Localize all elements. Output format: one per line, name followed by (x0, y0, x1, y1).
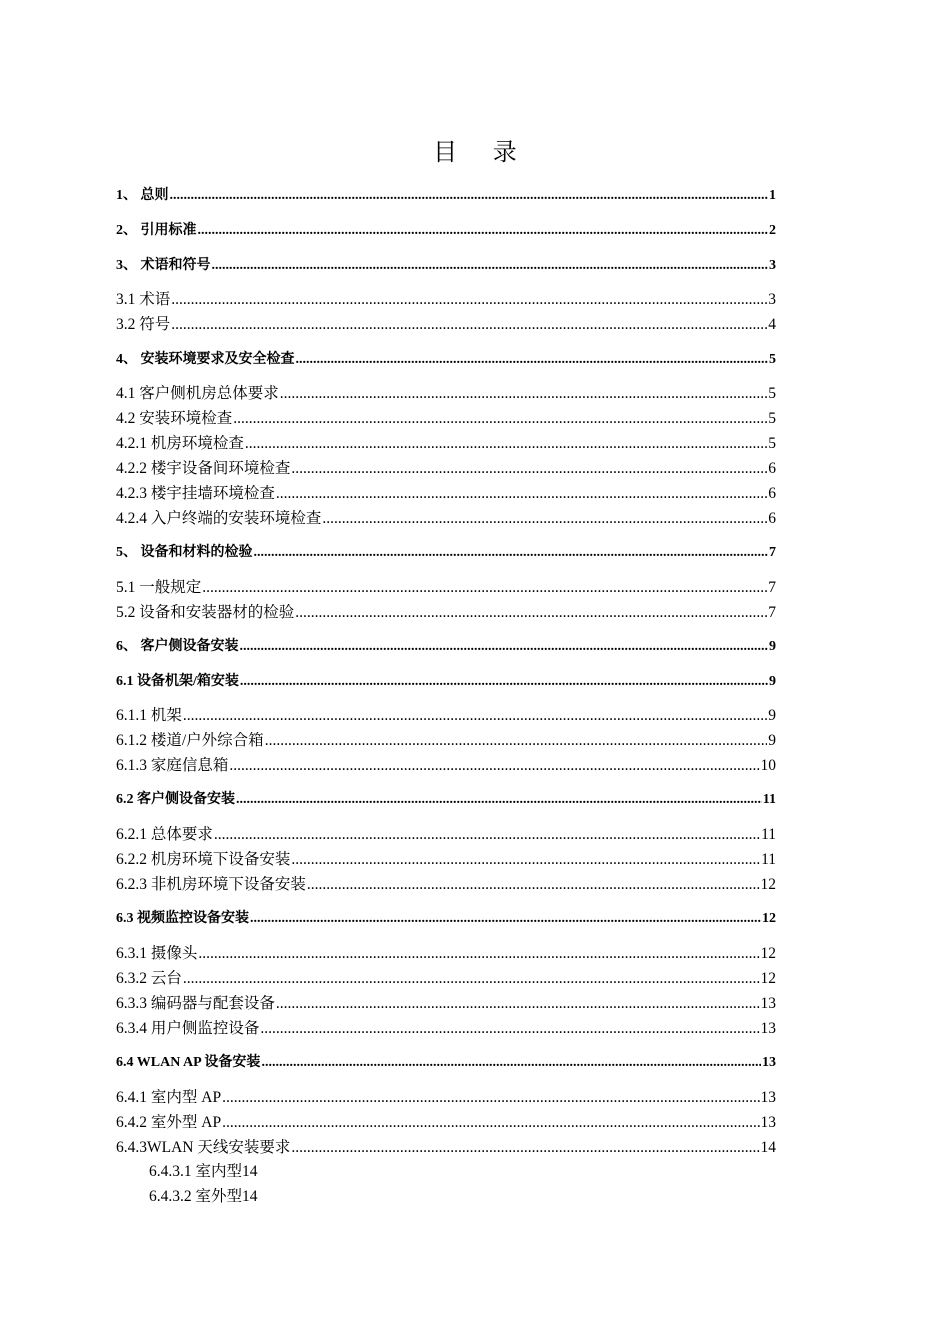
toc-dot-leader (222, 1088, 759, 1108)
toc-entry-label: 6.2.3 非机房环境下设备安装 (116, 876, 306, 893)
toc-page-number: 12 (760, 970, 776, 987)
toc-page-number: 9 (768, 707, 776, 724)
toc-page-number: 9 (768, 732, 776, 749)
toc-entry[interactable] (116, 969, 776, 989)
toc-entry-label: 6.3.1 摄像头 (116, 945, 198, 962)
toc-page-number: 4 (768, 316, 776, 333)
toc-entry[interactable] (116, 994, 776, 1014)
toc-entry-label: 4.2.2 楼宇设备间环境检查 (116, 460, 291, 477)
toc-dot-leader (183, 706, 767, 726)
toc-page-number: 9 (769, 674, 776, 689)
toc-entry-label: 6.1.3 家庭信息箱 (116, 757, 229, 774)
toc-entry[interactable] (116, 543, 776, 563)
toc-entry[interactable] (149, 1162, 258, 1182)
toc-entry-label: 6.2.1 总体要求 (116, 826, 213, 843)
toc-page-number: 14 (242, 1163, 258, 1180)
toc-entry[interactable] (116, 221, 776, 241)
toc-dot-leader (265, 731, 768, 751)
toc-entry[interactable] (116, 909, 776, 929)
toc-page-number: 1 (769, 188, 776, 203)
toc-page-number: 7 (769, 545, 776, 560)
toc-page-number: 12 (760, 876, 776, 893)
toc-entry[interactable] (116, 875, 776, 895)
toc-entry[interactable] (116, 434, 776, 454)
toc-entry-label: 6.2.2 机房环境下设备安装 (116, 851, 291, 868)
toc-entry[interactable] (116, 790, 776, 810)
toc-entry-label: 4.2 安装环境检查 (116, 410, 233, 427)
toc-entry[interactable] (116, 484, 776, 504)
toc-page-number: 12 (762, 911, 776, 926)
toc-entry-label: 6.4.3.2 室外型 (149, 1188, 243, 1205)
toc-page-number: 12 (760, 945, 776, 962)
toc-page-number: 13 (760, 1020, 776, 1037)
toc-page-number: 5 (768, 385, 776, 402)
toc-dot-leader (307, 875, 760, 895)
toc-page-number: 7 (768, 604, 776, 621)
toc-entry[interactable] (116, 637, 776, 657)
toc-dot-leader (198, 221, 769, 241)
toc-entry[interactable] (116, 509, 776, 529)
toc-page-number: 3 (769, 258, 776, 273)
toc-entry[interactable] (116, 290, 776, 310)
page-title: 目 录 (433, 138, 531, 166)
toc-entry[interactable] (149, 1187, 258, 1207)
toc-page-number: 10 (760, 757, 776, 774)
toc-entry[interactable] (116, 731, 776, 751)
toc-entry-label: 2、 引用标准 (116, 223, 197, 238)
toc-entry[interactable] (116, 825, 776, 845)
toc-entry-label: 6.2 客户侧设备安装 (116, 792, 235, 807)
toc-entry[interactable] (116, 459, 776, 479)
toc-entry[interactable] (116, 350, 776, 370)
toc-entry-label: 6.4.2 室外型 AP (116, 1114, 222, 1131)
toc-entry-label: 6.3.3 编码器与配套设备 (116, 995, 275, 1012)
toc-page-number: 13 (760, 1089, 776, 1106)
toc-dot-leader (229, 756, 759, 776)
toc-entry[interactable] (116, 384, 776, 404)
toc-entry[interactable] (116, 1053, 776, 1073)
toc-dot-leader (254, 543, 769, 563)
toc-entry-label: 6.1.1 机架 (116, 707, 182, 724)
toc-dot-leader (202, 578, 767, 598)
toc-page-number: 14 (760, 1139, 776, 1156)
toc-dot-leader (171, 290, 767, 310)
toc-entry[interactable] (116, 672, 776, 692)
toc-entry-label: 5.1 一般规定 (116, 579, 202, 596)
toc-dot-leader (261, 1053, 761, 1073)
toc-page-number: 13 (760, 995, 776, 1012)
toc-dot-leader (295, 603, 767, 623)
toc-entry[interactable] (116, 1019, 776, 1039)
toc-entry-label: 3、 术语和符号 (116, 258, 211, 273)
toc-dot-leader (291, 459, 767, 479)
toc-entry-label: 6.3.4 用户侧监控设备 (116, 1020, 260, 1037)
toc-dot-leader (322, 509, 767, 529)
toc-dot-leader (233, 409, 767, 429)
toc-dot-leader (222, 1113, 759, 1133)
toc-dot-leader (183, 969, 760, 989)
toc-entry-label: 6.3 视频监控设备安装 (116, 911, 249, 926)
toc-entry-label: 3.2 符号 (116, 316, 171, 333)
toc-page-number: 5 (769, 352, 776, 367)
toc-entry[interactable] (116, 706, 776, 726)
toc-entry-label: 4.1 客户侧机房总体要求 (116, 385, 279, 402)
toc-entry-label: 4.2.3 楼宇挂墙环境检查 (116, 485, 275, 502)
toc-page-number: 13 (762, 1055, 776, 1070)
toc-dot-leader (291, 850, 760, 870)
toc-entry[interactable] (116, 756, 776, 776)
toc-entry-label: 6.4.3.1 室内型 (149, 1163, 243, 1180)
toc-page-number: 5 (768, 435, 776, 452)
toc-page-number: 6 (768, 485, 776, 502)
toc-entry-label: 6.1 设备机架/箱安装 (116, 674, 239, 689)
toc-dot-leader (250, 909, 761, 929)
toc-dot-leader (291, 1138, 759, 1158)
toc-entry-label: 6.4.1 室内型 AP (116, 1089, 222, 1106)
toc-entry-label: 1、 总则 (116, 188, 169, 203)
toc-page-number: 9 (769, 639, 776, 654)
toc-page-number: 14 (242, 1188, 258, 1205)
toc-entry-label: 6.4 WLAN AP 设备安装 (116, 1055, 261, 1070)
toc-entry[interactable] (116, 256, 776, 276)
toc-entry-label: 4.2.4 入户终端的安装环境检查 (116, 510, 322, 527)
toc-entry[interactable] (116, 578, 776, 598)
toc-entry[interactable] (116, 603, 776, 623)
toc-page-number: 3 (768, 291, 776, 308)
toc-page-number: 11 (761, 851, 776, 868)
toc-page-number: 5 (768, 410, 776, 427)
toc-entry[interactable] (116, 186, 776, 206)
toc-dot-leader (296, 350, 769, 370)
toc-entry-label: 6.1.2 楼道/户外综合箱 (116, 732, 264, 749)
toc-page-number: 7 (768, 579, 776, 596)
toc-page-number: 13 (760, 1114, 776, 1131)
toc-entry[interactable] (116, 1088, 776, 1108)
toc-dot-leader (276, 484, 767, 504)
toc-entry-label: 5、 设备和材料的检验 (116, 545, 253, 560)
toc-entry[interactable] (116, 409, 776, 429)
toc-dot-leader (280, 384, 767, 404)
toc-entry[interactable] (116, 944, 776, 964)
toc-dot-leader (240, 672, 768, 692)
toc-entry-label: 6.4.3WLAN 天线安装要求 (116, 1139, 291, 1156)
toc-dot-leader (240, 637, 769, 657)
toc-entry[interactable] (116, 1138, 776, 1158)
toc-entry-label: 3.1 术语 (116, 291, 171, 308)
toc-entry[interactable] (116, 1113, 776, 1133)
toc-dot-leader (236, 790, 762, 810)
toc-page-number: 6 (768, 510, 776, 527)
toc-page-number: 6 (768, 460, 776, 477)
toc-dot-leader (198, 944, 759, 964)
toc-dot-leader (170, 186, 769, 206)
toc-dot-leader (171, 315, 767, 335)
toc-entry[interactable] (116, 315, 776, 335)
toc-dot-leader (214, 825, 760, 845)
toc-dot-leader (245, 434, 767, 454)
toc-entry-label: 5.2 设备和安装器材的检验 (116, 604, 295, 621)
toc-page-number: 2 (769, 223, 776, 238)
toc-dot-leader (260, 1019, 759, 1039)
toc-page-number: 11 (762, 792, 776, 807)
toc-entry-label: 6.3.2 云台 (116, 970, 182, 987)
toc-entry-label: 4、 安装环境要求及安全检查 (116, 352, 295, 367)
toc-dot-leader (212, 256, 769, 276)
toc-page-number: 11 (761, 826, 776, 843)
toc-entry[interactable] (116, 850, 776, 870)
toc-dot-leader (276, 994, 760, 1014)
toc-entry-label: 4.2.1 机房环境检查 (116, 435, 244, 452)
toc-entry-label: 6、 客户侧设备安装 (116, 639, 239, 654)
